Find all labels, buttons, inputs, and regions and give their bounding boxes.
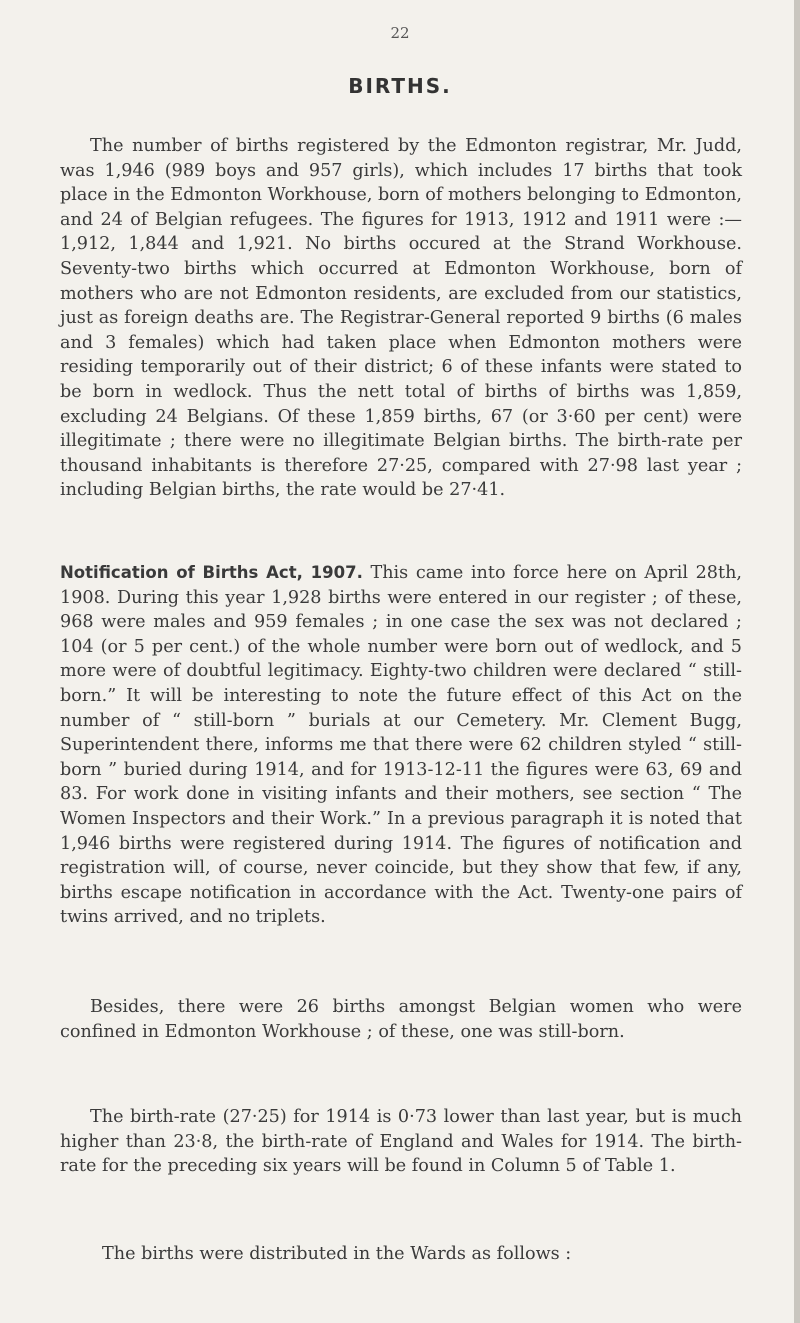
notification-act-heading: Notification of Births Act, 1907. xyxy=(60,563,363,582)
page-title: BIRTHS. xyxy=(348,74,452,98)
birth-rate-comparison-paragraph: The birth-rate (27·25) for 1914 is 0·73 lower than last year, but is much higher than 23·8, the birth-rate of England and Wales for 1914. The birth-rate for the preceding six years will be found in Column 5 of Table 1. xyxy=(60,1107,742,1177)
births-summary-paragraph: The number of births registered by the Edmonton registrar, Mr. Judd, was 1,946 (989 boys and 957 girls), which includes 17 births that took place in the Edmonton Workhouse, born of mothers belonging to Edmonton, and 24 of Belgian refugees. The figures for 1913, 1912 and 1911 were :—1,912, 1,844 and 1,921. No births occured at the Strand Workhouse. Seventy-two births which occurred at Edmonton Workhouse, born of mothers who are not Edmonton residents, are excluded from our statistics, just as foreign deaths are. The Registrar-General reported 9 births (6 males and 3 females) which had taken place when Edmonton mothers were residing temporarily out of their district; 6 of these infants were stated to be born in wedlock. Thus the nett total of births of births was 1,859, excluding 24 Belgians. Of these 1,859 births, 67 (or 3·60 per cent) were illegitimate ; there were no illegitimate Belgian births. The birth-rate per thousand inhabitants is therefore 27·25, compared with 27·98 last year ; including Belgian births, the rate would be 27·41. xyxy=(60,136,742,501)
belgian-births-paragraph: Besides, there were 26 births amongst Belgian women who were confined in Edmonton Workhouse ; of these, one was still-born. xyxy=(60,997,742,1042)
notification-act-paragraph xyxy=(60,561,742,930)
notification-act-text: This came into force here on April 28th, 1908. During this year 1,928 births were entered in our register ; of these, 968 were males and 959 females ; in one case the sex was not declared ; 104 (or 5 per cent.) of the whole number were born out of wedlock, and 5 more were of doubtful legitimacy. Eighty-two children were declared “ still-born.” It will be interesting to note the future effect of this Act on the number of “ still-born ” burials at our Cemetery. Mr. Clement Bugg, Superintendent there, informs me that there were 62 children styled “ still-born ” buried during 1914, and for 1913-12-11 the figures were 63, 69 and 83. For work done in visiting infants and their mothers, see section “ The Women Inspectors and their Work.” In a previous paragraph it is noted that 1,946 births were registered during 1914. The figures of notification and registration will, of course, never coincide, but they show that few, if any, births escape notification in accordance with the Act. Twenty-one pairs of twins arrived, and no triplets. xyxy=(60,563,742,928)
page-edge-shadow xyxy=(794,0,800,1323)
page-number: 22 xyxy=(390,24,410,42)
wards-intro-paragraph: The births were distributed in the Wards as follows : xyxy=(102,1244,572,1264)
